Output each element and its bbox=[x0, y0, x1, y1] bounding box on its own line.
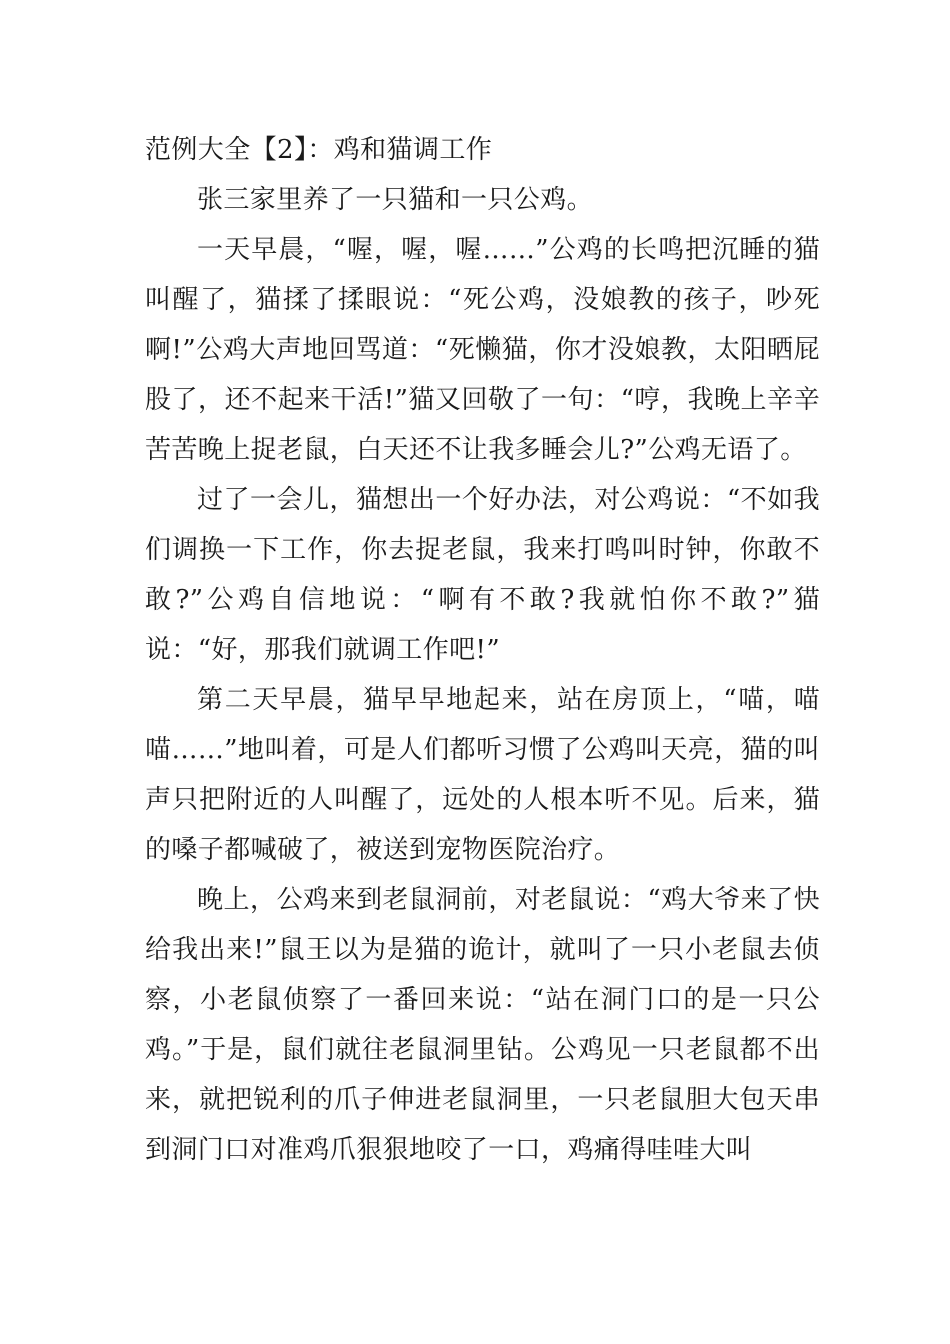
paragraph-3: 过了一会儿，猫想出一个好办法，对公鸡说：“不如我们调换一下工作，你去捉老鼠，我来打鸣叫时钟，你敢不敢?”公鸡自信地说：“啊有不敢?我就怕你不敢?”猫说：“好，那我们就调工作吧!” bbox=[145, 485, 820, 665]
document-heading: 范例大全【2】：鸡和猫调工作 bbox=[145, 135, 493, 165]
paragraph-2: 一天早晨，“喔，喔，喔……”公鸡的长鸣把沉睡的猫叫醒了，猫揉了揉眼说：“死公鸡，没娘教的孩子，吵死啊!”公鸡大声地回骂道：“死懒猫，你才没娘教，太阳晒屁股了，还不起来干活!”猫又回敬了一句：“哼，我晚上辛辛苦苦晚上捉老鼠，白天还不让我多睡会儿?”公鸡无语了。 bbox=[145, 235, 820, 465]
paragraph-1: 张三家里养了一只猫和一只公鸡。 bbox=[197, 185, 594, 215]
document-body bbox=[145, 125, 820, 1175]
paragraph-5: 晚上，公鸡来到老鼠洞前，对老鼠说：“鸡大爷来了快给我出来!”鼠王以为是猫的诡计，就叫了一只小老鼠去侦察，小老鼠侦察了一番回来说：“站在洞门口的是一只公鸡。”于是，鼠们就往老鼠洞里钻。公鸡见一只老鼠都不出来，就把锐利的爪子伸进老鼠洞里，一只老鼠胆大包天串到洞门口对准鸡爪狠狠地咬了一口，鸡痛得哇哇大叫 bbox=[145, 885, 820, 1165]
paragraph-4: 第二天早晨，猫早早地起来，站在房顶上，“喵，喵喵……”地叫着，可是人们都听习惯了公鸡叫天亮，猫的叫声只把附近的人叫醒了，远处的人根本听不见。后来，猫的嗓子都喊破了，被送到宠物医院治疗。 bbox=[145, 685, 820, 865]
